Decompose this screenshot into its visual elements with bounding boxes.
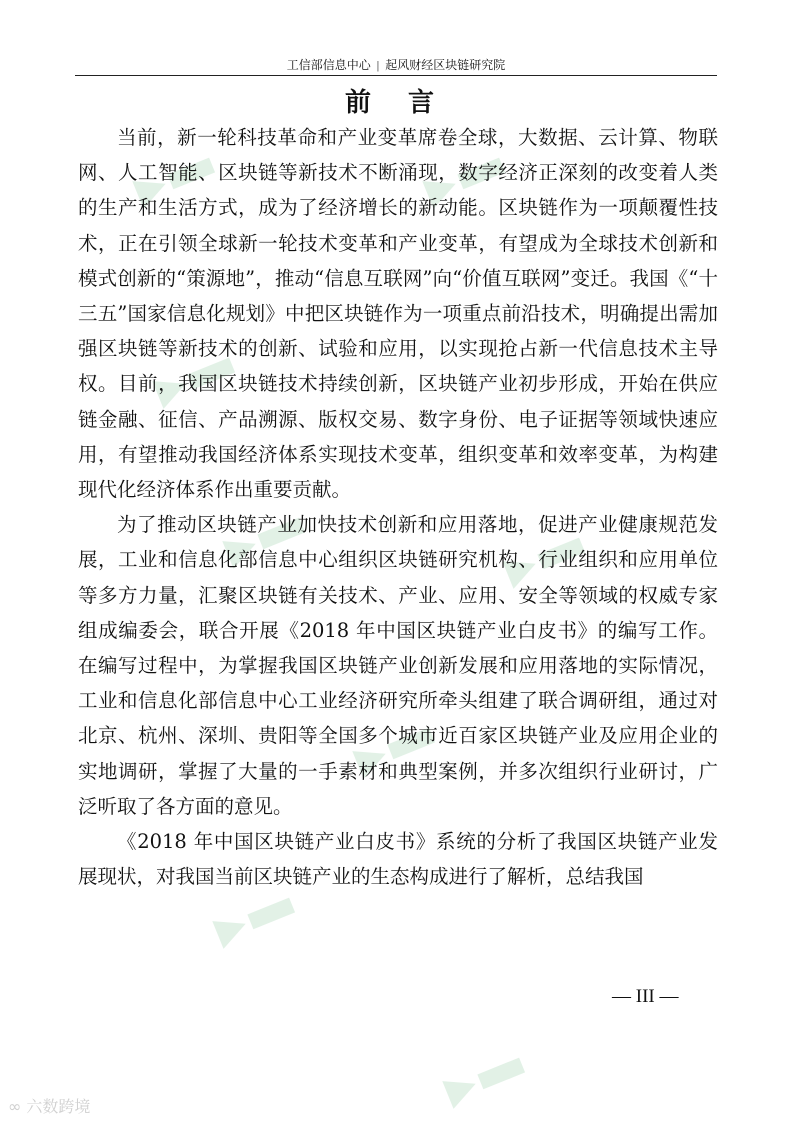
watermark-logo-icon [436,1045,534,1116]
running-header [75,58,717,72]
header-org-left: 工信部信息中心 [286,58,371,72]
watermark-logo-icon [206,885,304,956]
paragraph: 当前，新一轮科技革命和产业变革席卷全球，大数据、云计算、物联网、人工智能、区块链等新技术不断涌现，数字经济正深刻的改变着人类的生产和生活方式，成为了经济增长的新动能。区块链作为一项颠覆性技术，正在引领全球新一轮技术变革和产业变革，有望成为全球技术创新和模式创新的“策源地”，推动“信息互联网”向“价值互联网”变迁。我国《“十三五”国家信息化规划》中把区块链作为一项重点前沿技术，明确提出需加强区块链等新技术的创新、试验和应用，以实现抢占新一代信息技术主导权。目前，我国区块链技术持续创新，区块链产业初步形成，开始在供应链金融、征信、产品溯源、版权交易、数字身份、电子证据等领域快速应用，有望推动我国经济体系实现技术变革，组织变革和效率变革，为构建现代化经济体系作出重要贡献。 [78,126,718,502]
header-org-right: 起风财经区块链研究院 [385,58,506,72]
watermark-brand-icon: ∞ [8,1097,22,1116]
paragraph: 《2018 年中国区块链产业白皮书》系统的分析了我国区块链产业发展现状，对我国当前区块链产业的生态构成进行了解析，总结我国 [78,830,718,889]
document-body [78,120,718,894]
page-title: 前 言 [344,88,449,118]
corner-watermark [8,1094,90,1117]
paragraph: 为了推动区块链产业加快技术创新和应用落地，促进产业健康规范发展，工业和信息化部信息中心组织区块链研究机构、行业组织和应用单位等多方力量，汇聚区块链有关技术、产业、应用、安全等领域的权威专家组成编委会，联合开展《2018 年中国区块链产业白皮书》的编写工作。在编写过程中，为掌握我国区块链产业创新发展和应用落地的实际情况，工业和信息化部信息中心工业经济研究所牵头组建了联合调研组，通过对北京、杭州、深圳、贵阳等全国多个城市近百家区块链产业及应用企业的实地调研，掌握了大量的一手素材和典型案例，并多次组织行业研讨，广泛听取了各方面的意见。 [78,513,718,818]
header-rule [75,75,717,76]
header-separator: | [376,58,380,72]
watermark-text: 六数跨境 [26,1097,91,1116]
page-number: — III — [612,986,679,1007]
